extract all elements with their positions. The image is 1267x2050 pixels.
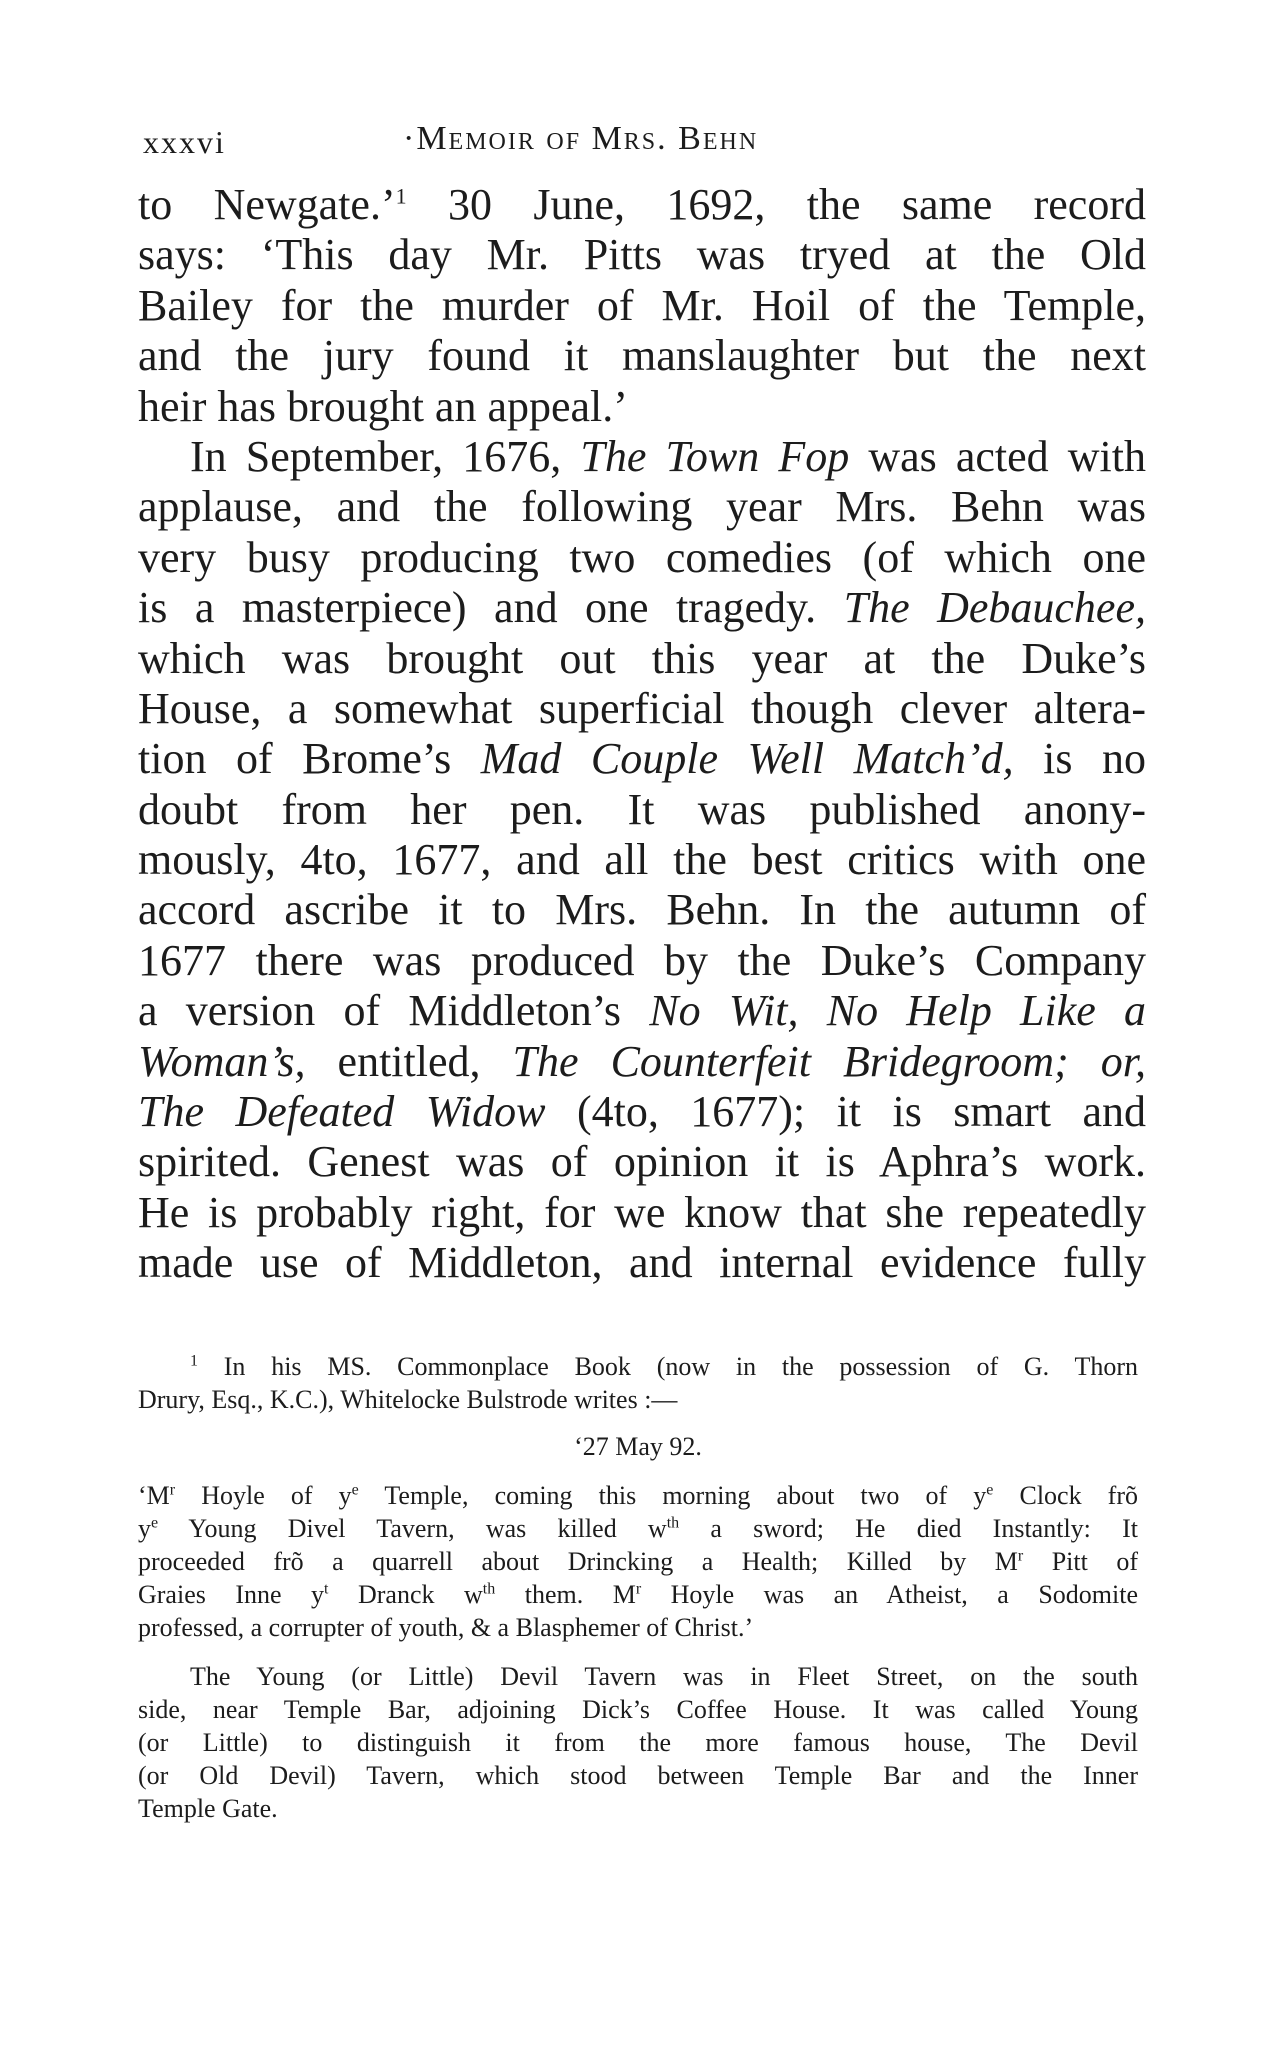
play-title: The Town Fop [580,431,850,481]
footnotes [138,1350,1138,1825]
text-line: very busy producing two comedies (of which one [138,532,1146,582]
play-title: The Defeated Widow [138,1087,546,1137]
text-line: mously, 4to, 1677, and all the best critics with one [138,835,1146,885]
text-line: and the jury found it manslaughter but the next [138,331,1146,381]
text-line: 1677 there was produced by the Duke’s Company [138,935,1146,985]
footnote-quote-line: y$^e$ Young Divel Tavern, was killed w$^{th}$ a sword; He died Instantly: It [138,1514,1138,1543]
footnote-date: ‘27 May 92. [574,1432,702,1461]
text-line: heir has brought an appeal.’ [138,381,628,431]
main-text [138,180,1146,1289]
text-line: which was brought out this year at the Duke’s [138,633,1146,683]
text-line: accord ascribe it to Mrs. Behn. In the autumn of [138,885,1146,935]
footnote-note-line: (or Old Devil) Tavern, which stood between Temple Bar and the Inner [138,1761,1138,1790]
text-line: tion of Brome’s Mad Couple Well Match’d, is no [138,734,1146,784]
text-line: House, a somewhat superficial though clever altera- [138,683,1146,733]
footnote-note-line: (or Little) to distinguish it from the more famous house, The Devil [138,1728,1138,1757]
play-title: Mad Couple Well Match’d, [480,734,1014,784]
footnote-quote-line: Graies Inne y$^t$ Dranck w$^{th}$ them. M$^r$ Hoyle was an Atheist, a Sodomite [138,1580,1138,1609]
page-number: xxxvi [143,124,226,160]
text-line: says: ‘This day Mr. Pitts was tryed at the Old [138,230,1146,280]
play-title: The Counterfeit Bridegroom; or, [512,1036,1146,1086]
footnote-note-line: The Young (or Little) Devil Tavern was in Fleet Street, on the south [190,1662,1138,1691]
text-line: Woman’s, entitled, The Counterfeit Bridegroom; or, [138,1036,1146,1086]
play-title: Woman’s, [138,1036,306,1086]
text-line: spirited. Genest was of opinion it is Aphra’s work. [138,1137,1146,1187]
footnote-ref: 1 [395,183,407,209]
footnote-note-line: side, near Temple Bar, adjoining Dick’s Coffee House. It was called Young [138,1695,1138,1724]
text-line: made use of Middleton, and internal evidence fully [138,1238,1146,1288]
footnote-line: $^1$ In his MS. Commonplace Book (now in the possession of G. Thorn [190,1352,1138,1381]
page-header [143,120,1143,170]
play-title: The Debauchee, [843,583,1146,633]
footnote-quote-line: professed, a corrupter of youth, & a Blasphemer of Christ.’ [138,1613,754,1642]
text-line: doubt from her pen. It was published anony- [138,784,1146,834]
footnote-marker: 1 [190,1352,198,1370]
text-line: The Defeated Widow (4to, 1677); it is smart and [138,1087,1146,1137]
text-line: is a masterpiece) and one tragedy. The Debauchee, [138,583,1146,633]
text-line: Bailey for the murder of Mr. Hoil of the Temple, [138,280,1146,330]
text-line: a version of Middleton’s No Wit, No Help Like a [138,986,1147,1036]
text-line: In September, 1676, The Town Fop was acted with [190,431,1146,481]
text-line: applause, and the following year Mrs. Behn was [138,482,1146,532]
play-title: No Wit, No Help Like a [649,986,1147,1036]
footnote-quote-line: proceeded frõ a quarrell about Drincking a Health; Killed by M$^r$ Pitt of [138,1547,1138,1576]
running-head: ·Memoir of Mrs. Behn [403,120,759,157]
footnote-line: Drury, Esq., K.C.), Whitelocke Bulstrode writes :— [138,1385,678,1414]
text-line: He is probably right, for we know that she repeatedly [138,1187,1146,1237]
footnote-note-line: Temple Gate. [138,1794,278,1823]
footnote-quote-line: ‘M$^r$ Hoyle of y$^e$ Temple, coming this morning about two of y$^e$ Clock frõ [138,1481,1139,1510]
text-line: to Newgate.’$^1$ 30 June, 1692, the same record [138,180,1146,229]
